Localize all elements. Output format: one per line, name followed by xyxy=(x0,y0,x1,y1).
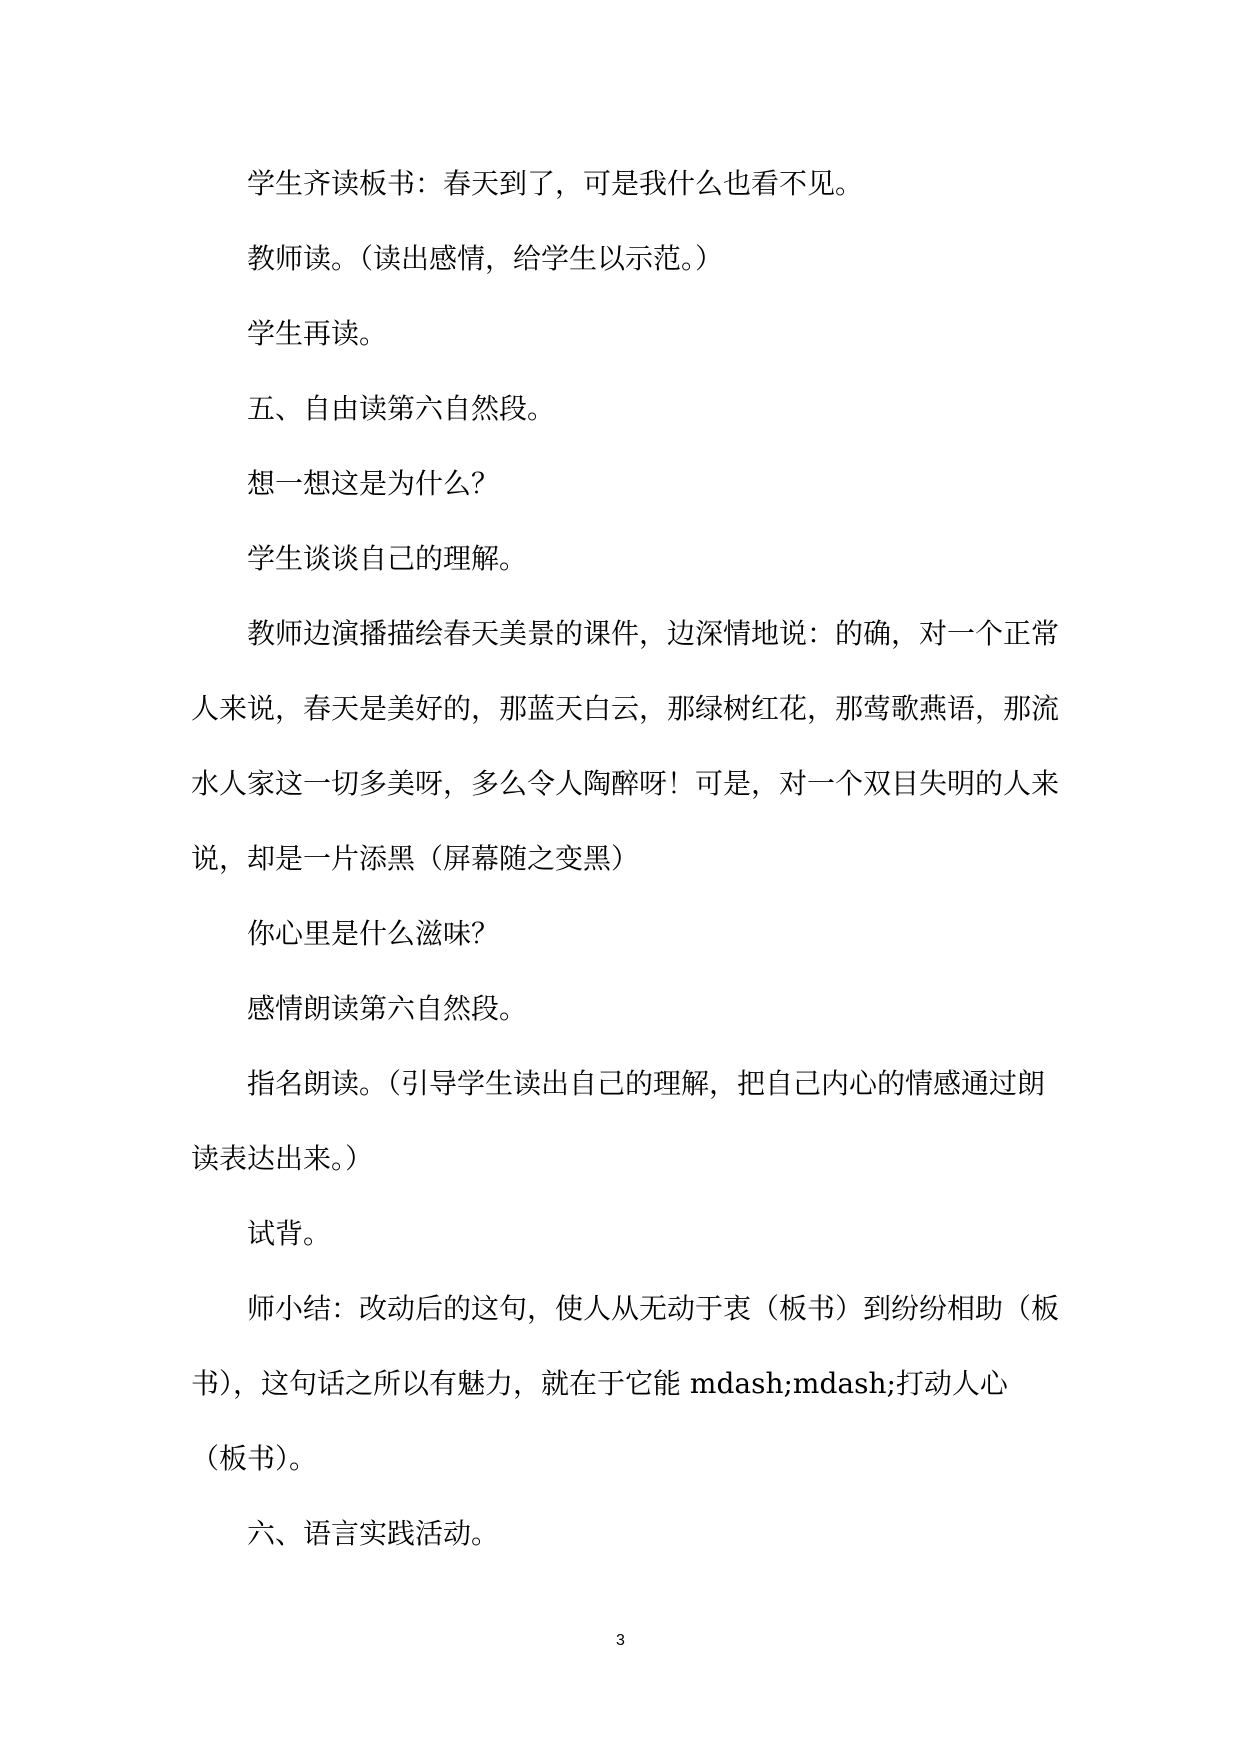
section-heading: 五、自由读第六自然段。 xyxy=(247,392,556,425)
paragraph: 试背。 xyxy=(247,1217,332,1250)
section-heading: 六、语言实践活动。 xyxy=(247,1517,500,1550)
paragraph: 教师边演播描绘春天美景的课件，边深情地说：的确，对一个正常人来说，春天是美好的，那蓝天白云，那绿树红花，那莺歌燕语，那流水人家这一切多美呀，多么令人陶醉呀！可是，对一个双目失明的人来说，却是一片添黑（屏幕随之变黑） xyxy=(191,617,1060,875)
paragraph: 指名朗读。（引导学生读出自己的理解，把自己内心的情感通过朗读表达出来。） xyxy=(191,1067,1046,1175)
paragraph: 感情朗读第六自然段。 xyxy=(247,992,528,1025)
paragraph: 教师读。（读出感情，给学生以示范。） xyxy=(247,242,724,275)
paragraph: 学生谈谈自己的理解。 xyxy=(247,542,528,575)
paragraph: 学生齐读板书：春天到了，可是我什么也看不见。 xyxy=(247,167,864,200)
paragraph: 学生再读。 xyxy=(247,317,388,350)
body-text xyxy=(191,146,1061,1571)
page-number: 3 xyxy=(616,1632,625,1649)
paragraph: 师小结：改动后的这句，使人从无动于衷（板书）到纷纷相助（板书），这句话之所以有魅力，就在于它能 mdash;mdash;打动人心（板书）。 xyxy=(191,1292,1060,1475)
paragraph: 想一想这是为什么？ xyxy=(247,467,500,500)
paragraph: 你心里是什么滋味？ xyxy=(247,917,500,950)
